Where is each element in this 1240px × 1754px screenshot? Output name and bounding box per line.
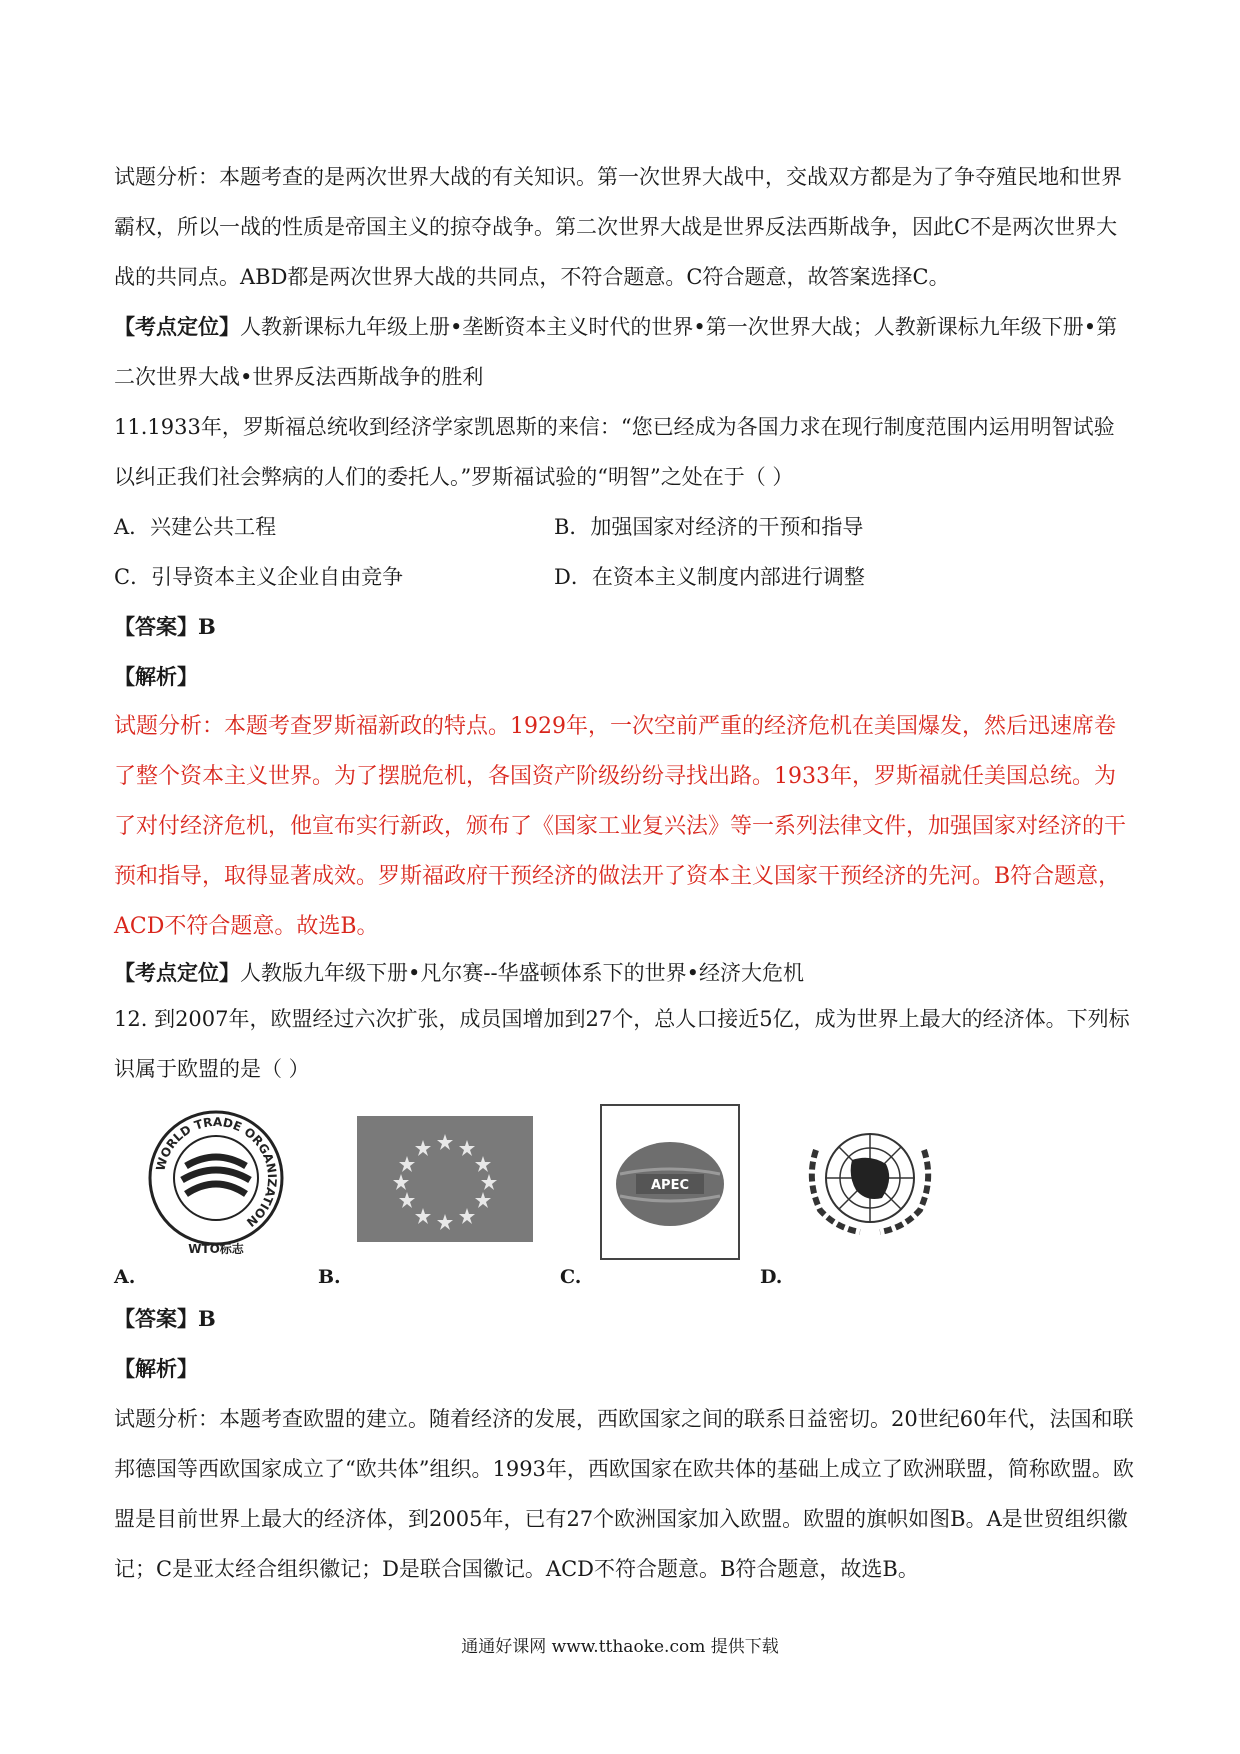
q12-answer: 【答案】B — [114, 1306, 216, 1331]
q12-logo-options — [114, 1094, 1134, 1294]
q11-options-row-1 — [114, 502, 1134, 552]
question-12-stem: 12. 到2007年，欧盟经过六次扩张，成员国增加到27个，总人口接近5亿，成为世界上最大的经济体。下列标识属于欧盟的是（ ） — [114, 1007, 1130, 1081]
wto-ring-text: WORLD TRADE ORGANIZATION — [153, 1114, 280, 1230]
wto-caption: WTO标志 — [188, 1242, 244, 1256]
apec-logo-image — [600, 1104, 740, 1260]
q11-answer: 【答案】B — [114, 614, 216, 639]
apec-text: APEC — [650, 1178, 690, 1193]
q12-label-b: B. — [318, 1266, 341, 1288]
wto-logo-image — [146, 1108, 286, 1258]
page-footer: 通通好课网 www.tthaoke.com 提供下载 — [461, 1637, 779, 1657]
q12-label-a: A. — [114, 1266, 136, 1288]
q11-option-a: A．兴建公共工程 — [114, 515, 277, 539]
kaodian-q10 — [114, 302, 1134, 402]
un-emblem-image — [790, 1110, 950, 1260]
analysis-q10: 试题分析：本题考查的是两次世界大战的有关知识。第一次世界大战中，交战双方都是为了争夺殖民地和世界霸权，所以一战的性质是帝国主义的掠夺战争。第二次世界大战是世界反法西斯战争，因此C不是两次世界大战的共同点。ABD都是两次世界大战的共同点，不符合题意。C符合题意，故答案选择C。 — [114, 165, 1122, 289]
kaodian-q11 — [114, 952, 1134, 994]
kaodian-tag: 【考点定位】 — [114, 314, 240, 339]
q12-label-c: C. — [560, 1266, 582, 1288]
q12-label-d: D. — [760, 1266, 783, 1288]
q12-analysis: 试题分析：本题考查欧盟的建立。随着经济的发展，西欧国家之间的联系日益密切。20世纪60年代，法国和联邦德国等西欧国家成立了“欧共体”组织。1993年，西欧国家在欧共体的基础上成立了欧洲联盟，简称欧盟。欧盟是目前世界上最大的经济体，到2005年，已有27个欧洲国家加入欧盟。欧盟的旗帜如图B。A是世贸组织徽记；C是亚太经合组织徽记；D是联合国徽记。ACD不符合题意。B符合题意，故选B。 — [114, 1407, 1134, 1581]
q11-options-row-2 — [114, 552, 1134, 602]
kaodian-text: 人教新课标九年级上册•垄断资本主义时代的世界•第一次世界大战；人教新课标九年级下册•第二次世界大战•世界反法西斯战争的胜利 — [114, 315, 1118, 389]
q11-jiexi-heading: 【解析】 — [114, 664, 198, 689]
kaodian-text: 人教版九年级下册•凡尔赛--华盛顿体系下的世界•经济大危机 — [240, 961, 804, 985]
q11-analysis: 试题分析：本题考查罗斯福新政的特点。1929年，一次空前严重的经济危机在美国爆发，然后迅速席卷了整个资本主义世界。为了摆脱危机，各国资产阶级纷纷寻找出路。1933年，罗斯福就任美国总统。为了对付经济危机，他宣布实行新政，颁布了《国家工业复兴法》等一系列法律文件，加强国家对经济的干预和指导，取得显著成效。罗斯福政府干预经济的做法开了资本主义国家干预经济的先河。B符合题意，ACD不符合题意。故选B。 — [114, 714, 1127, 939]
kaodian-tag: 【考点定位】 — [114, 960, 240, 985]
question-11-stem: 11.1933年，罗斯福总统收到经济学家凯恩斯的来信：“您已经成为各国力求在现行制度范围内运用明智试验以纠正我们社会弊病的人们的委托人。”罗斯福试验的“明智”之处在于（ ） — [114, 415, 1115, 489]
eu-flag-image — [357, 1116, 533, 1242]
q12-jiexi-heading: 【解析】 — [114, 1356, 198, 1381]
q11-option-c: C．引导资本主义企业自由竞争 — [114, 565, 404, 589]
q11-option-b: B．加强国家对经济的干预和指导 — [554, 515, 864, 539]
page-content — [114, 152, 1134, 1594]
q11-option-d: D．在资本主义制度内部进行调整 — [554, 565, 865, 589]
